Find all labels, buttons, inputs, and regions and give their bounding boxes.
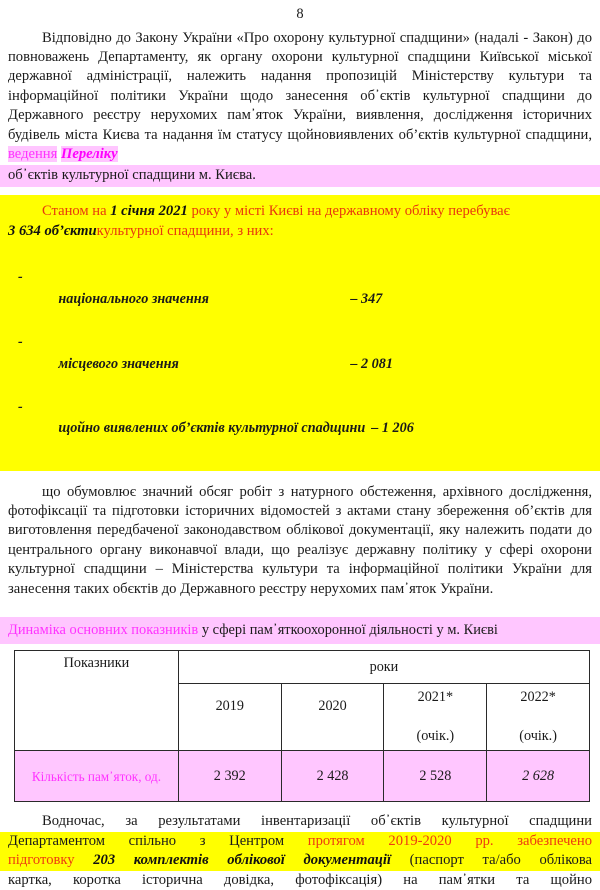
table-header-year-2022 <box>487 684 590 751</box>
bottom-line-3-red: підготовку <box>8 852 75 869</box>
statistics-count: 3 634 об’єкти <box>8 222 97 239</box>
statistics-lead: Станом на <box>42 203 107 220</box>
statistics-list-item <box>8 267 592 332</box>
statistics-item-value: – 2 081 <box>350 355 393 372</box>
bottom-line-2-lead: Департаментом спільно з Центром <box>8 832 285 849</box>
table-header-indicator: Показники <box>15 651 179 751</box>
statistics-intro <box>8 202 592 241</box>
year-label: 2019 <box>215 697 244 714</box>
statistics-middle: року у місті Києві на державному обліку перебуває <box>191 203 510 220</box>
intro-paragraph-block <box>0 29 600 165</box>
page-number: 8 <box>296 6 304 22</box>
spacer <box>0 471 600 483</box>
table-section-heading <box>0 617 600 644</box>
intro-highlight-tail: об᾽єктів культурної спадщини м. Києва. <box>8 166 256 183</box>
year-note: (очік.) <box>519 728 557 745</box>
table-heading-highlight: Динаміка основних показників <box>8 622 199 639</box>
statistics-item-value: – 1 206 <box>371 420 414 437</box>
table-header-years-group: роки <box>178 651 589 684</box>
statistics-list <box>8 267 592 461</box>
statistics-item-label: щойно виявлених об’єктів культурної спадщини <box>58 420 366 437</box>
table-heading-rest: у сфері пам᾽яткоохоронної діяльності у м. Києві <box>201 622 498 639</box>
bottom-line-3-tail: (паспорт та/або облікова <box>409 852 593 869</box>
table-cell-2020: 2 428 <box>281 751 384 802</box>
spacer <box>0 187 600 195</box>
statistics-date: 1 січня 2021 <box>110 203 188 220</box>
statistics-item-label: національного значення <box>58 290 209 307</box>
table-cell-2019: 2 392 <box>178 751 281 802</box>
table-cell-2022: 2 628 <box>487 751 590 802</box>
bottom-paragraph-block <box>0 812 600 831</box>
statistics-item-dash: - <box>18 269 23 286</box>
spacer <box>0 802 600 812</box>
table-row-indicator: Кількість пам᾽яток, од. <box>15 751 179 802</box>
bottom-highlight-block <box>0 832 600 871</box>
statistics-tail: культурної спадщини, з них: <box>96 222 274 239</box>
bottom-paragraph-tail <box>0 871 600 890</box>
bottom-line-2-red: протягом 2019-2020 рр. забезпечено <box>307 832 592 849</box>
year-label: 2021* <box>417 689 454 706</box>
statistics-item-dash: - <box>18 334 23 351</box>
statistics-item-value: – 347 <box>350 290 383 307</box>
table-wrapper <box>0 650 600 802</box>
intro-paragraph <box>8 29 592 165</box>
intro-paragraph-plain: Відповідно до Закону України «Про охорону культурної спадщини» (надалі - Закон) до повноважень Департаменту, як органу охорони культурної спадщини Київської міської державної адміністрації, належить надання пропозицій Міністерству культури та інформаційної політики України щодо занесення об᾽єктів культурної спадщини до Державного реєстру нерухомих пам᾽яток України, виявлення, дослідження історичних будівель міста Києва та надання їм статусу щойновиявлених об’єктів культурної спадщини, <box>8 29 592 143</box>
bottom-line-1: Водночас, за результатами інвентаризації об᾽єктів культурної спадщини <box>42 813 592 830</box>
table-header-year-2021 <box>384 684 487 751</box>
statistics-list-item <box>8 332 592 397</box>
statistics-highlight-block <box>0 195 600 470</box>
intro-highlight-tail-block <box>0 165 600 187</box>
year-label: 2022* <box>520 689 556 706</box>
statistics-list-item <box>8 397 592 462</box>
year-note: (очік.) <box>416 728 455 745</box>
statistics-item-dash: - <box>18 398 23 415</box>
bottom-line-3 <box>8 851 592 870</box>
intro-highlight-emphasis: Переліку <box>60 146 118 163</box>
table-header-row-1 <box>15 651 590 684</box>
second-paragraph: що обумовлює значний обсяг робіт з натурного обстеження, архівного дослідження, фотофіксації та підготовки історичних відомостей з актами стану збереження об’єктів для виготовлення передбаченої законодавством облікової документації, яку належить подати до центрального органу виконавчої влади, що реалізує державну політику у сфері охорони культурної спадщини – Міністерства культури та інформаційної політики України для занесення таких обєктів до Державного реєстру нерухомих пам᾽яток України. <box>8 483 592 597</box>
year-label: 2020 <box>318 697 347 714</box>
table-cell-2021: 2 528 <box>384 751 487 802</box>
statistics-item-label: місцевого значення <box>58 355 179 372</box>
second-paragraph-block <box>0 483 600 600</box>
table-header-year-2020 <box>281 684 384 751</box>
bottom-line-4: картка, коротка історична довідка, фотофіксація) на пам᾽ятки та щойно <box>8 871 592 888</box>
indicators-table <box>14 650 590 802</box>
spacer <box>0 599 600 617</box>
intro-highlight-lead: ведення <box>8 146 58 163</box>
bottom-line-3-bold: 203 комплектів облікової документації <box>93 852 391 869</box>
table-header-year-2019 <box>178 684 281 751</box>
table-row <box>15 751 590 802</box>
